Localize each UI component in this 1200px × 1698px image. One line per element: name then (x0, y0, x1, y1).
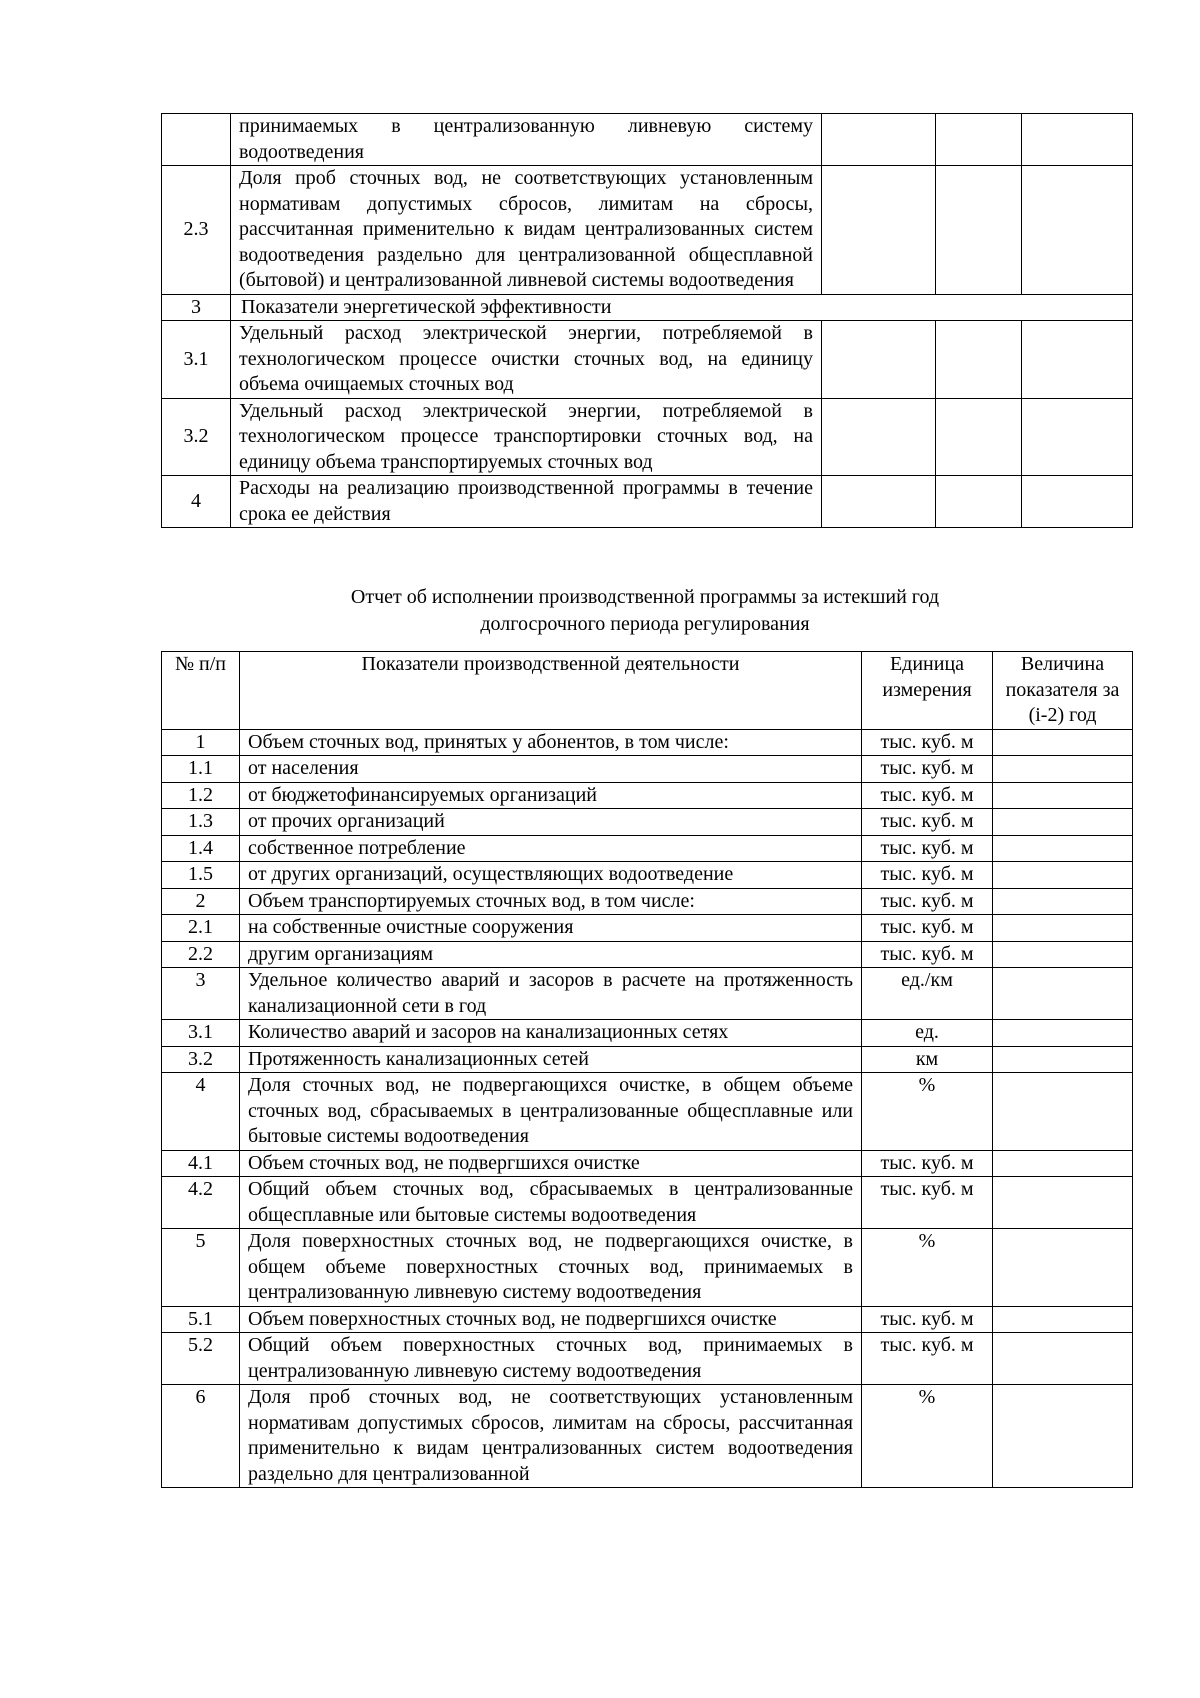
row-number: 2.2 (162, 941, 240, 968)
row-indicator: Доля поверхностных сточных вод, не подвергающихся очистке, в общем объеме поверхностных сточных вод, принимаемых в централизованную ливневую систему водоотведения (240, 1229, 862, 1307)
row-value (993, 1046, 1133, 1073)
report-table-row (162, 1150, 1133, 1177)
row-number: 1.4 (162, 835, 240, 862)
row-number: 5.1 (162, 1306, 240, 1333)
report-title (0, 584, 1200, 638)
row-unit: тыс. куб. м (862, 782, 993, 809)
row-value (993, 888, 1133, 915)
row-indicator: от населения (240, 756, 862, 783)
row-number: 2 (162, 888, 240, 915)
row-value (993, 968, 1133, 1020)
row-indicator: другим организациям (240, 941, 862, 968)
report-table-row (162, 756, 1133, 783)
row-value (993, 915, 1133, 942)
empty-value-cell (936, 476, 1022, 528)
row-indicator: Объем сточных вод, не подвергшихся очистке (240, 1150, 862, 1177)
plan-table-row (162, 321, 1133, 399)
row-value (993, 1229, 1133, 1307)
row-indicator: от других организаций, осуществляющих водоотведение (240, 862, 862, 889)
row-number: 4.1 (162, 1150, 240, 1177)
report-table-row (162, 862, 1133, 889)
row-value (993, 782, 1133, 809)
report-title-line-1: Отчет об исполнении производственной программы за истекший год (350, 586, 940, 608)
plan-table-row (162, 476, 1133, 528)
report-table-row (162, 729, 1133, 756)
row-unit: тыс. куб. м (862, 1150, 993, 1177)
header-unit: Единица измерения (862, 652, 993, 730)
row-value (993, 941, 1133, 968)
row-number: 5 (162, 1229, 240, 1307)
empty-value-cell (1022, 476, 1133, 528)
report-table-row (162, 809, 1133, 836)
row-number: 1.5 (162, 862, 240, 889)
row-number: 1.1 (162, 756, 240, 783)
row-value (993, 1020, 1133, 1047)
row-number: 4.2 (162, 1177, 240, 1229)
report-table-row (162, 941, 1133, 968)
empty-value-cell (822, 114, 936, 166)
row-number: 3 (162, 968, 240, 1020)
report-table-row (162, 1306, 1133, 1333)
row-indicator: Протяженность канализационных сетей (240, 1046, 862, 1073)
row-indicator: Общий объем поверхностных сточных вод, принимаемых в централизованную ливневую систему водоотведения (240, 1333, 862, 1385)
row-unit: % (862, 1073, 993, 1151)
row-indicator: Количество аварий и засоров на канализационных сетях (240, 1020, 862, 1047)
row-unit: тыс. куб. м (862, 1177, 993, 1229)
row-unit: % (862, 1229, 993, 1307)
row-number: 6 (162, 1385, 240, 1488)
empty-value-cell (1022, 398, 1133, 476)
row-unit: тыс. куб. м (862, 1333, 993, 1385)
row-indicator: Объем сточных вод, принятых у абонентов, в том числе: (240, 729, 862, 756)
row-unit: тыс. куб. м (862, 915, 993, 942)
empty-value-cell (936, 398, 1022, 476)
empty-value-cell (1022, 321, 1133, 399)
row-indicator: Удельный расход электрической энергии, потребляемой в технологическом процессе транспортировки сточных вод, на единицу объема транспортируемых сточных вод (231, 398, 822, 476)
row-indicator: Объем поверхностных сточных вод, не подвергшихся очистке (240, 1306, 862, 1333)
row-number: 3.1 (162, 1020, 240, 1047)
row-unit: ед./км (862, 968, 993, 1020)
row-value (993, 1385, 1133, 1488)
row-indicator: собственное потребление (240, 835, 862, 862)
row-number: 3.2 (162, 1046, 240, 1073)
row-value (993, 1073, 1133, 1151)
header-value: Величина показателя за (i-2) год (993, 652, 1133, 730)
row-unit: тыс. куб. м (862, 941, 993, 968)
row-number: 2.3 (162, 166, 231, 295)
row-unit: тыс. куб. м (862, 888, 993, 915)
report-title-line-2: долгосрочного периода регулирования (480, 613, 810, 635)
row-value (993, 1333, 1133, 1385)
row-value (993, 1150, 1133, 1177)
report-table-row (162, 888, 1133, 915)
report-table (161, 651, 1133, 1488)
row-number: 3.1 (162, 321, 231, 399)
empty-value-cell (1022, 114, 1133, 166)
row-indicator: Удельное количество аварий и засоров в расчете на протяженность канализационной сети в год (240, 968, 862, 1020)
row-number: 4 (162, 1073, 240, 1151)
row-indicator: Доля сточных вод, не подвергающихся очистке, в общем объеме сточных вод, сбрасываемых в централизованные общесплавные или бытовые системы водоотведения (240, 1073, 862, 1151)
report-table-header (162, 652, 1133, 730)
empty-value-cell (936, 114, 1022, 166)
empty-value-cell (822, 476, 936, 528)
row-value (993, 862, 1133, 889)
row-value (993, 756, 1133, 783)
row-unit: тыс. куб. м (862, 756, 993, 783)
report-table-row (162, 915, 1133, 942)
row-unit: тыс. куб. м (862, 729, 993, 756)
report-table-row (162, 1046, 1133, 1073)
row-value (993, 729, 1133, 756)
row-indicator: принимаемых в централизованную ливневую систему водоотведения (231, 114, 822, 166)
row-indicator: Общий объем сточных вод, сбрасываемых в централизованные общесплавные или бытовые системы водоотведения (240, 1177, 862, 1229)
row-number: 3.2 (162, 398, 231, 476)
plan-table-row (162, 114, 1133, 166)
row-number: 4 (162, 476, 231, 528)
report-table-row (162, 1177, 1133, 1229)
row-value (993, 1177, 1133, 1229)
row-indicator: Расходы на реализацию производственной программы в течение срока ее действия (231, 476, 822, 528)
empty-value-cell (936, 166, 1022, 295)
row-indicator: Доля проб сточных вод, не соответствующих установленным нормативам допустимых сбросов, лимитам на сбросы, рассчитанная применительно к видам централизованных систем водоотведения раздельно для централизованной (240, 1385, 862, 1488)
report-table-row (162, 1385, 1133, 1488)
plan-table-row (162, 294, 1133, 321)
empty-value-cell (822, 321, 936, 399)
row-number: 1.2 (162, 782, 240, 809)
empty-value-cell (822, 398, 936, 476)
row-unit: тыс. куб. м (862, 862, 993, 889)
row-unit: тыс. куб. м (862, 835, 993, 862)
row-unit: % (862, 1385, 993, 1488)
row-number: 1 (162, 729, 240, 756)
row-number: 1.3 (162, 809, 240, 836)
row-value (993, 1306, 1133, 1333)
report-table-row (162, 1333, 1133, 1385)
row-number: 5.2 (162, 1333, 240, 1385)
row-indicator: от прочих организаций (240, 809, 862, 836)
report-table-row (162, 1073, 1133, 1151)
row-indicator: Объем транспортируемых сточных вод, в том числе: (240, 888, 862, 915)
empty-value-cell (936, 321, 1022, 399)
report-table-row (162, 1229, 1133, 1307)
row-indicator: Показатели энергетической эффективности (231, 294, 1133, 321)
row-value (993, 835, 1133, 862)
header-indicator: Показатели производственной деятельности (240, 652, 862, 730)
plan-table-row (162, 166, 1133, 295)
row-indicator: от бюджетофинансируемых организаций (240, 782, 862, 809)
report-table-row (162, 835, 1133, 862)
row-number: 2.1 (162, 915, 240, 942)
plan-table-row (162, 398, 1133, 476)
row-unit: тыс. куб. м (862, 809, 993, 836)
report-table-row (162, 968, 1133, 1020)
row-number (162, 114, 231, 166)
header-num: № п/п (162, 652, 240, 730)
row-indicator: Доля проб сточных вод, не соответствующих установленным нормативам допустимых сбросов, лимитам на сбросы, рассчитанная применительно к видам централизованных систем водоотведения раздельно для централизованной общесплавной (бытовой) и централизованной ливневой системы водоотведения (231, 166, 822, 295)
row-number: 3 (162, 294, 231, 321)
row-indicator: на собственные очистные сооружения (240, 915, 862, 942)
row-value (993, 809, 1133, 836)
empty-value-cell (822, 166, 936, 295)
report-table-row (162, 782, 1133, 809)
row-indicator: Удельный расход электрической энергии, потребляемой в технологическом процессе очистки сточных вод, на единицу объема очищаемых сточных вод (231, 321, 822, 399)
plan-indicators-table (161, 113, 1133, 528)
row-unit: тыс. куб. м (862, 1306, 993, 1333)
row-unit: ед. (862, 1020, 993, 1047)
empty-value-cell (1022, 166, 1133, 295)
report-table-row (162, 1020, 1133, 1047)
row-unit: км (862, 1046, 993, 1073)
